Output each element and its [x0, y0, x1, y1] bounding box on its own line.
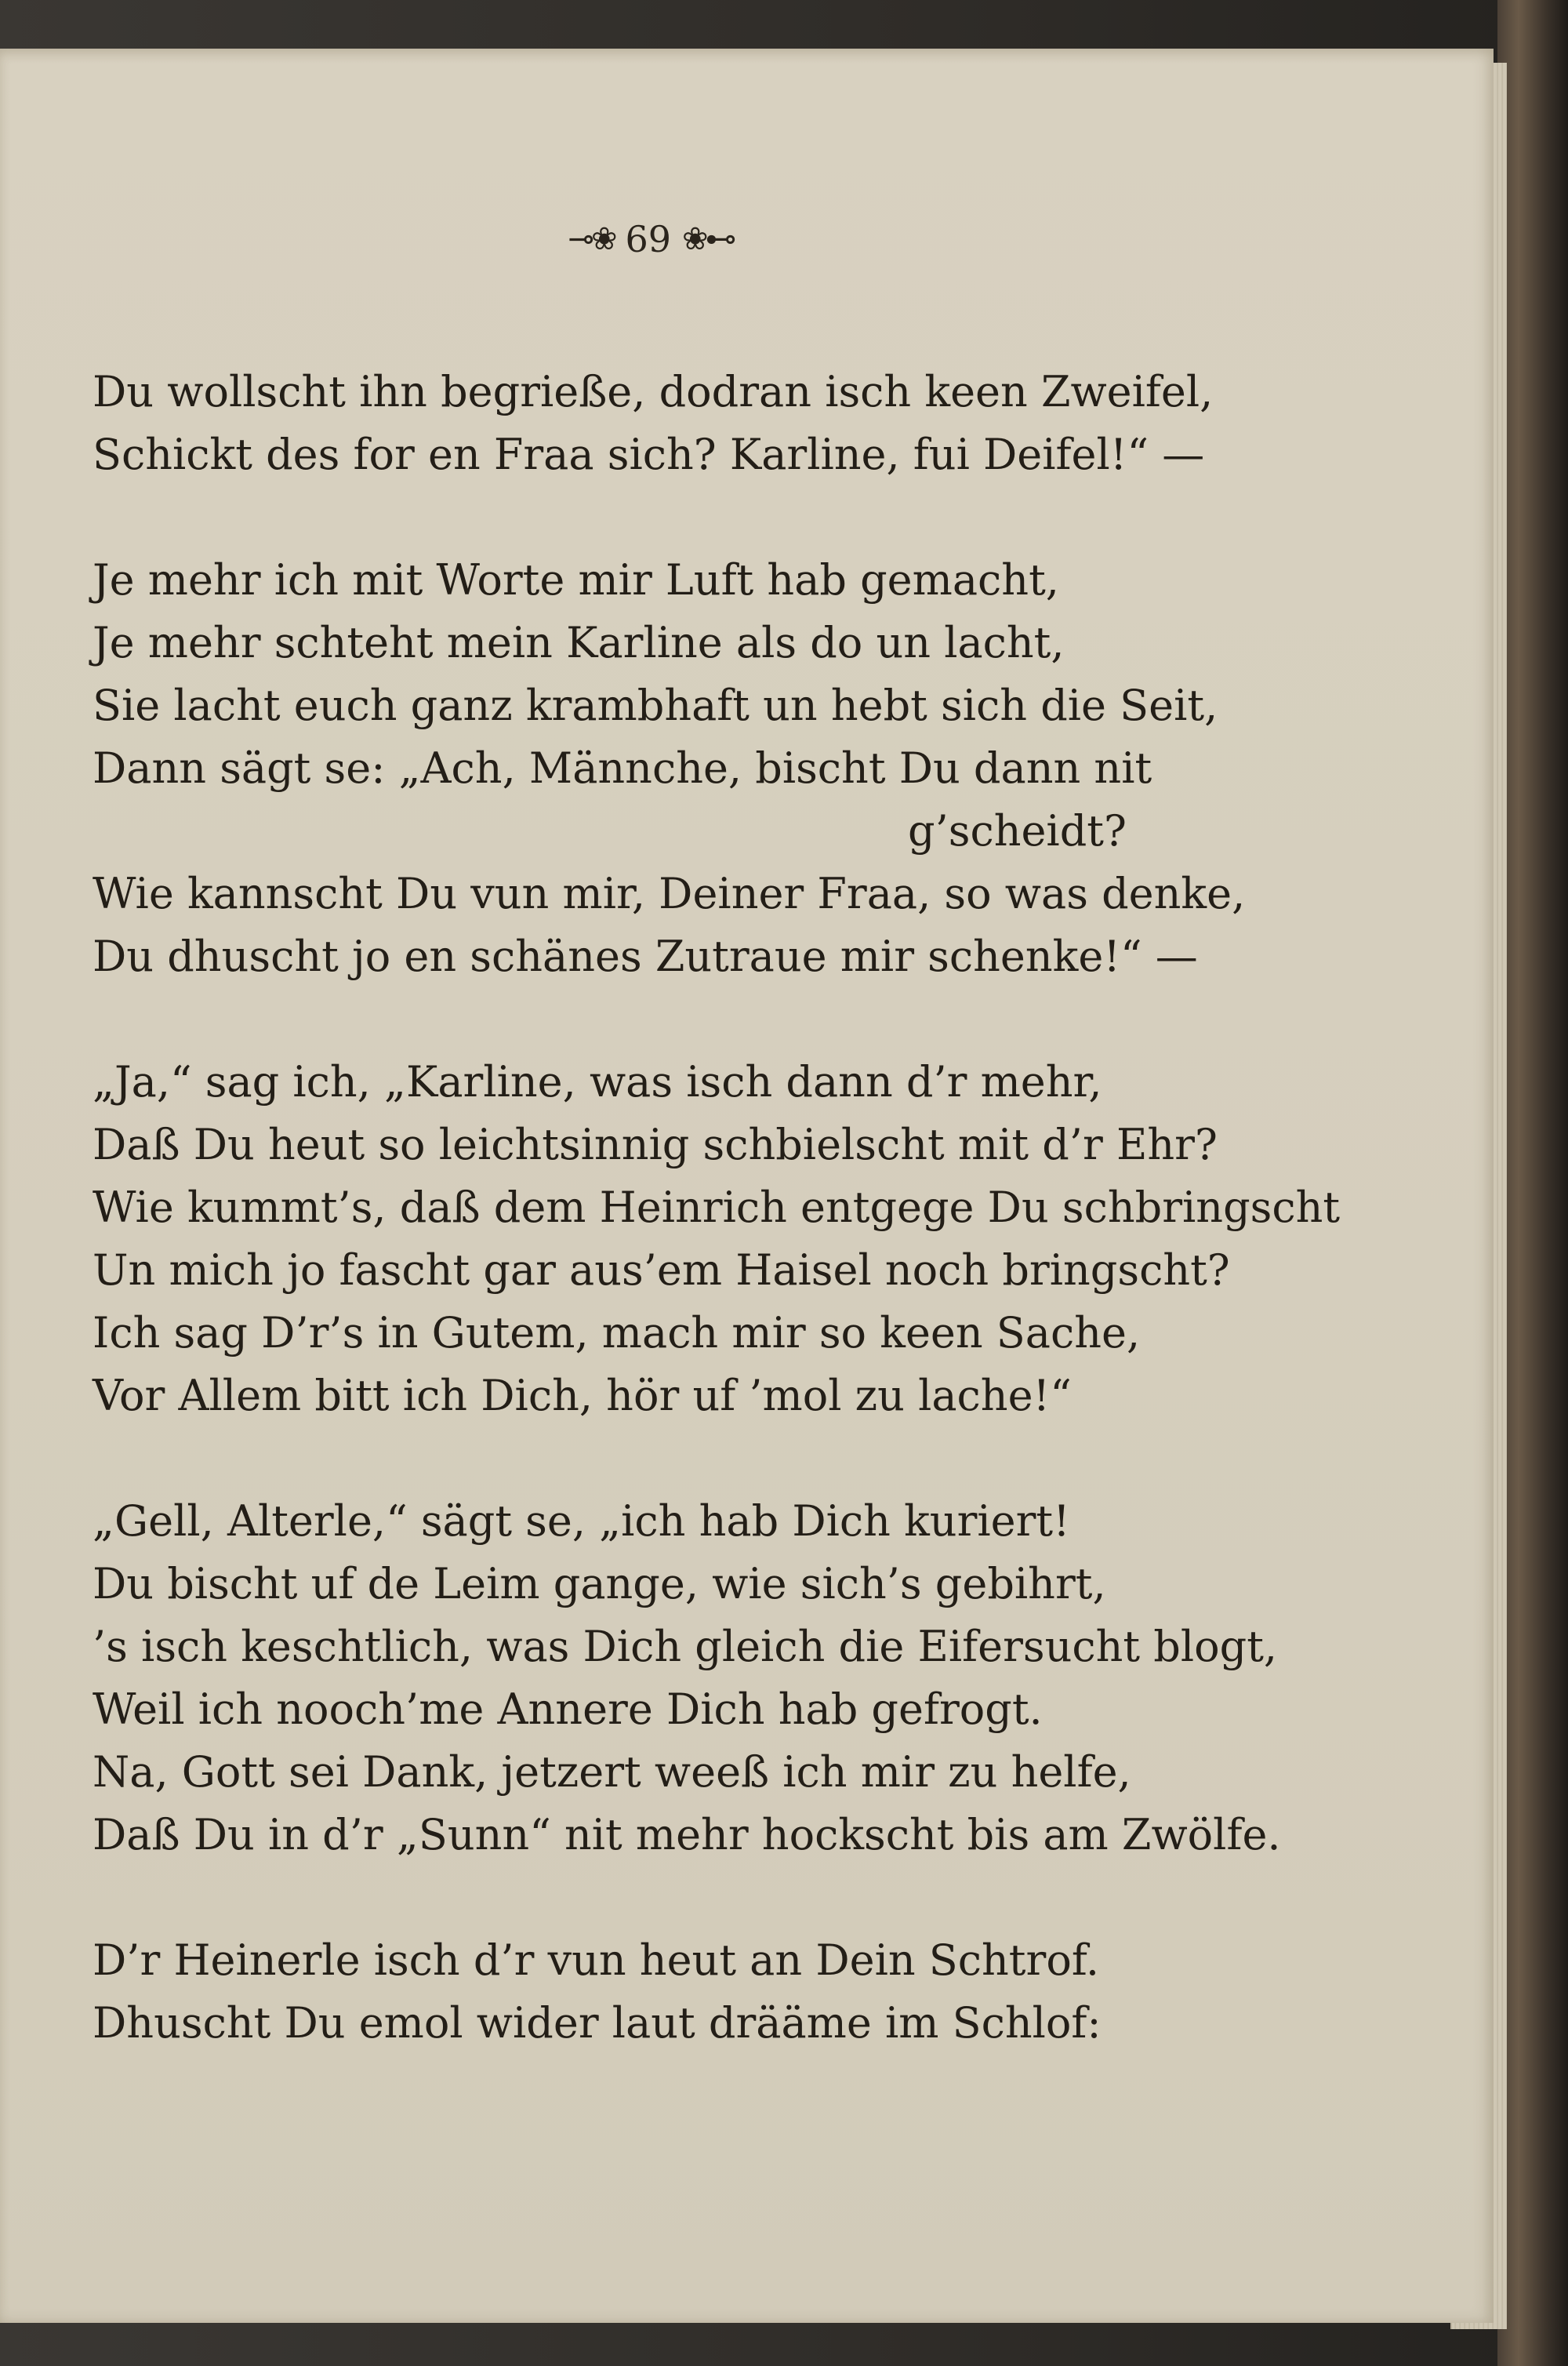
verse-line: Wie kannscht Du vun mir, Deiner Fraa, so was denke, — [93, 869, 1246, 918]
verse-line: Du dhuscht jo en schänes Zutraue mir schenke!“ — — [93, 932, 1198, 981]
verse-line: Je mehr schteht mein Karline als do un lacht, — [93, 618, 1065, 667]
stanza — [93, 1051, 1341, 1427]
verse-line: Wie kummt’s, daß dem Heinrich entgege Du schbringscht — [93, 1183, 1341, 1232]
ornament-right-icon: ❀⊷ — [682, 221, 734, 257]
verse-line: Weil ich nooch’me Annere Dich hab gefrogt. — [93, 1685, 1043, 1734]
verse-line: Vor Allem bitt ich Dich, hör uf ’mol zu lache!“ — [93, 1371, 1072, 1420]
stanza — [93, 549, 1269, 988]
verse-line: Dann sägt se: „Ach, Männche, bischt Du dann nit — [93, 743, 1152, 793]
stanza — [93, 361, 1269, 486]
verse-line: Daß Du in d’r „Sunn“ nit mehr hockscht bis am Zwölfe. — [93, 1810, 1281, 1859]
verse-line: Je mehr ich mit Worte mir Luft hab gemacht, — [93, 555, 1059, 605]
book-binding-edge — [1497, 0, 1568, 2366]
verse-line: ’s isch keschtlich, was Dich gleich die Eifersucht blogt, — [93, 1622, 1278, 1671]
stanza — [93, 1929, 1269, 2055]
verse-line: Du wollscht ihn begrieße, dodran isch keen Zweifel, — [93, 367, 1214, 416]
verse-line: Sie lacht euch ganz krambhaft un hebt sich die Seit, — [93, 681, 1218, 730]
page-header — [549, 212, 753, 267]
verse-line: Daß Du heut so leichtsinnig schbielscht mit d’r Ehr? — [93, 1120, 1218, 1169]
verse-line: „Ja,“ sag ich, „Karline, was isch dann d’r mehr, — [93, 1057, 1102, 1107]
page-number: 69 — [625, 218, 672, 260]
verse-line: Schickt des for en Fraa sich? Karline, fui Deifel!“ — — [93, 430, 1205, 479]
verse-line: Ich sag D’r’s in Gutem, mach mir so keen Sache, — [93, 1308, 1141, 1357]
stanza — [93, 1490, 1281, 1866]
verse-line: Dhuscht Du emol wider laut drääme im Schlof: — [93, 1998, 1102, 2048]
verse-line-continuation: g’scheidt? — [908, 806, 1127, 856]
verse-line: „Gell, Alterle,“ sägt se, „ich hab Dich kuriert! — [93, 1496, 1070, 1546]
verse-line: Un mich jo fascht gar aus’em Haisel noch bringscht? — [93, 1245, 1230, 1295]
verse-line: D’r Heinerle isch d’r vun heut an Dein Schtrof. — [93, 1935, 1100, 1985]
verse-line: Du bischt uf de Leim gange, wie sich’s gebihrt, — [93, 1559, 1106, 1608]
poem-text — [93, 361, 1341, 2117]
ornament-left-icon: ⊸❀ — [568, 221, 615, 257]
verse-line: Na, Gott sei Dank, jetzert weeß ich mir zu helfe, — [93, 1747, 1131, 1797]
